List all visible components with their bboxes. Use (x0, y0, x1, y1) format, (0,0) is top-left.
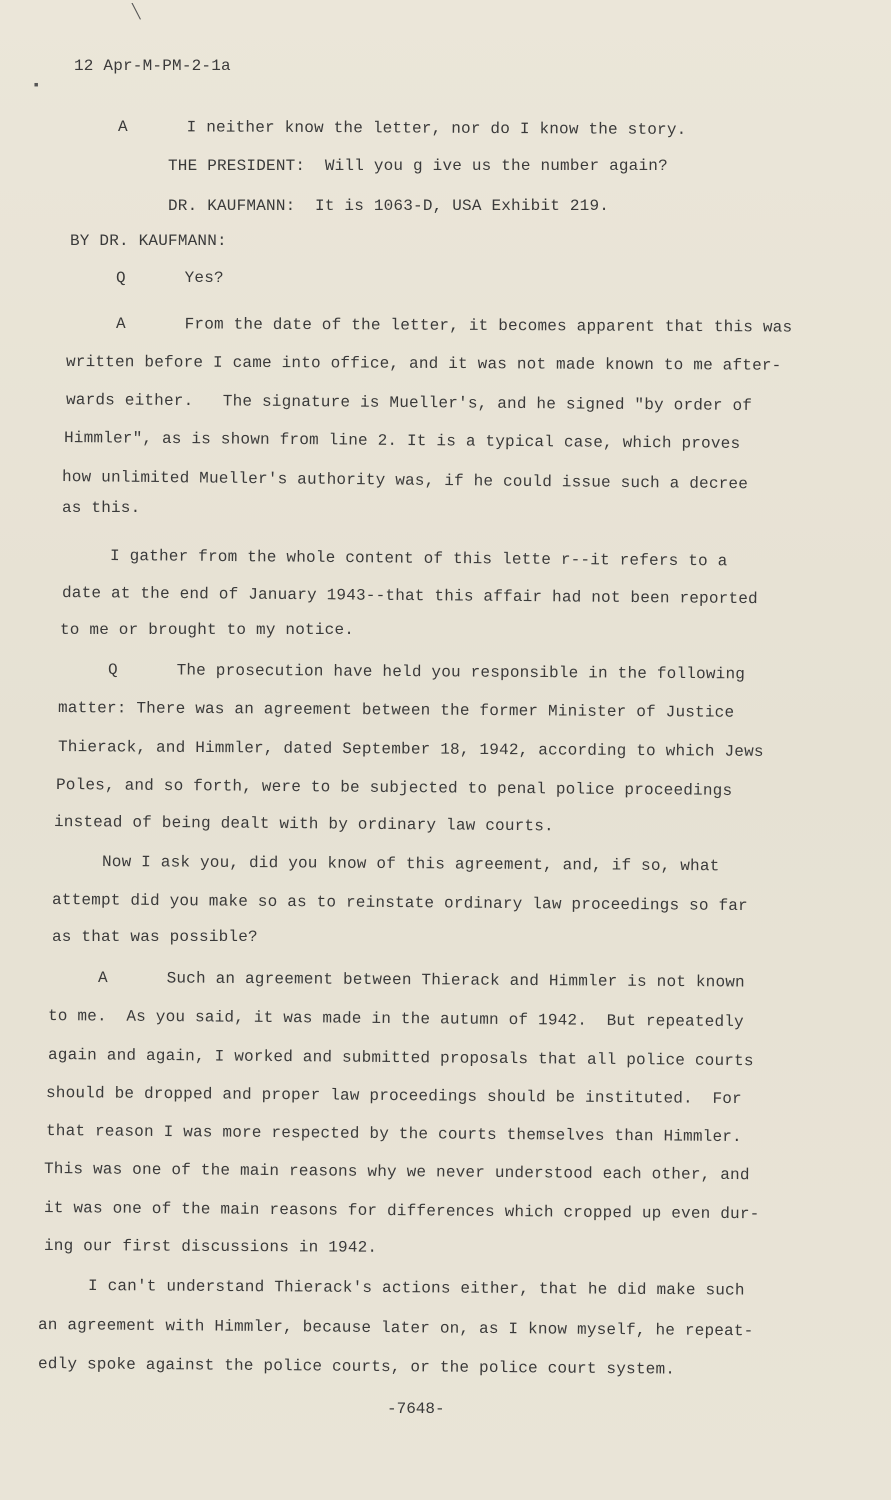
text-line-21: attempt did you make so as to reinstate ordinary law proceedings so far (51, 891, 748, 916)
text-line-24: to me. As you said, it was made in the autumn of 1942. But repeatedly (47, 1007, 744, 1032)
text-line-3: DR. KAUFMANN: It is 1063-D, USA Exhibit 219. (168, 197, 610, 215)
text-line-8: wards either. The signature is Mueller's, and he signed "by order of (65, 391, 753, 415)
text-line-12: I gather from the whole content of this lette r--it refers to a (109, 547, 728, 571)
text-line-29: it was one of the main reasons for differences which cropped up even dur- (43, 1199, 760, 1224)
text-line-1: A I neither know the letter, nor do I know the story. (117, 118, 687, 139)
margin-mark: ▪ (32, 78, 41, 94)
text-line-23: A Such an agreement between Thierack and Himmler is not known (97, 969, 745, 992)
text-line-31: I can't understand Thierack's actions either, that he did make such (87, 1277, 745, 1300)
text-line-2: THE PRESIDENT: Will you g ive us the number again? (168, 157, 668, 175)
text-line-10: how unlimited Mueller's authority was, if he could issue such a decree (61, 468, 749, 494)
text-line-33: edly spoke against the police courts, or the police court system. (37, 1355, 676, 1379)
text-line-13: date at the end of January 1943--that this affair had not been reported (61, 584, 758, 609)
text-line-5: Q Yes? (116, 269, 224, 287)
page-number: -7648- (387, 1400, 445, 1418)
text-line-11: as this. (62, 499, 141, 517)
text-line-7: written before I came into office, and it was not made known to me after- (65, 353, 782, 375)
corner-mark: ╲ (132, 5, 141, 21)
text-line-26: should be dropped and proper law proceedings should be instituted. For (45, 1084, 742, 1109)
text-line-25: again and again, I worked and submitted proposals that all police courts (47, 1046, 754, 1071)
text-line-14: to me or brought to my notice. (60, 621, 355, 639)
header-reference: 12 Apr-M-PM-2-1a (74, 57, 231, 75)
text-line-20: Now I ask you, did you know of this agreement, and, if so, what (101, 853, 720, 876)
text-line-4: BY DR. KAUFMANN: (70, 232, 227, 250)
text-line-28: This was one of the main reasons why we never understood each other, and (43, 1160, 750, 1185)
text-line-30: ing our first discussions in 1942. (43, 1237, 378, 1257)
text-line-15: Q The prosecution have held you responsible in the following (107, 661, 746, 684)
text-line-17: Thierack, and Himmler, dated September 18, 1942, according to which Jews (57, 738, 764, 761)
text-line-6: A From the date of the letter, it becomes apparent that this was (115, 315, 793, 337)
text-line-22: as that was possible? (52, 928, 258, 946)
text-line-32: an agreement with Himmler, because later on, as I know myself, he repeat- (37, 1316, 754, 1341)
text-line-27: that reason I was more respected by the courts themselves than Himmler. (45, 1122, 742, 1147)
text-line-18: Poles, and so forth, were to be subjected to penal police proceedings (55, 776, 733, 800)
text-line-19: instead of being dealt with by ordinary law courts. (53, 813, 554, 836)
text-line-9: Himmler", as is shown from line 2. It is a typical case, which proves (63, 429, 741, 453)
text-line-16: matter: There was an agreement between the former Minister of Justice (57, 699, 735, 722)
